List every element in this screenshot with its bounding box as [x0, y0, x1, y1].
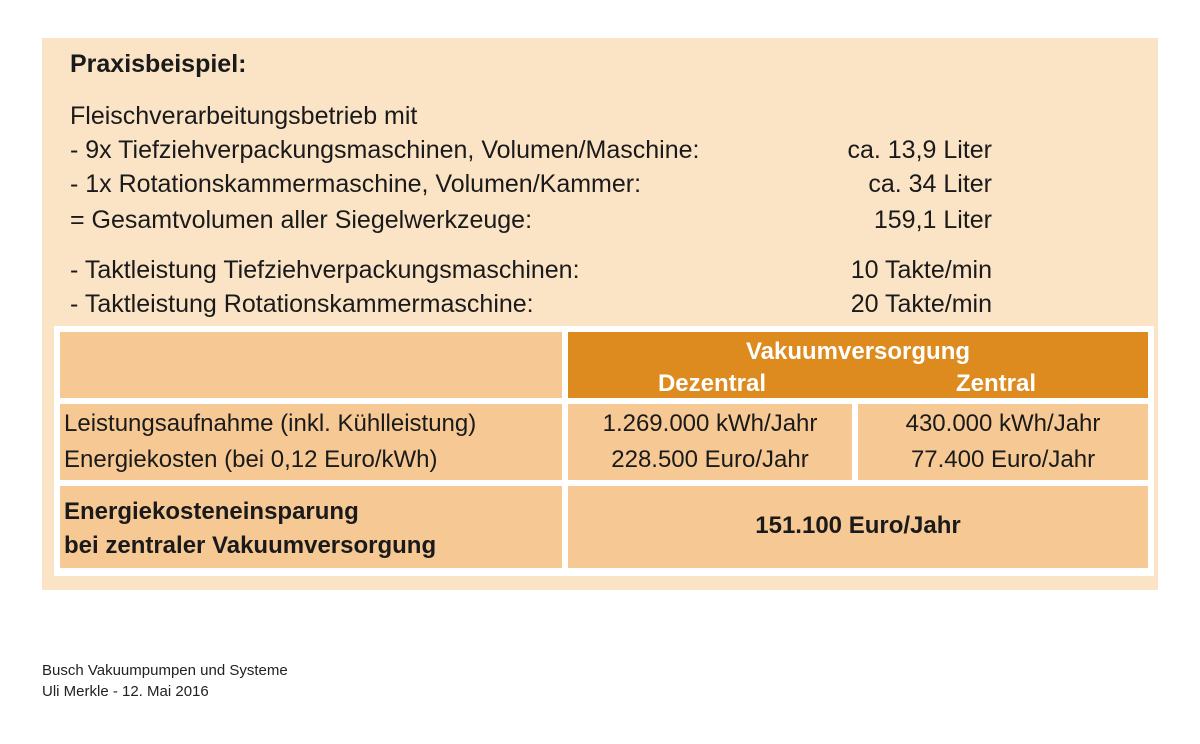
footer [42, 660, 288, 702]
table-header [568, 332, 1148, 398]
example-panel [42, 38, 1158, 590]
header-dezentral: Dezentral [657, 370, 767, 397]
zentral-value: 77.400 Euro/Jahr [910, 446, 1096, 473]
spec-value: 159,1 Liter [873, 206, 992, 234]
spec-value: 10 Takte/min [850, 256, 992, 284]
spec-value: ca. 34 Liter [868, 170, 992, 198]
footer-company: Busch Vakuumpumpen und Systeme [42, 662, 288, 679]
savings-value: 151.100 Euro/Jahr [755, 512, 961, 539]
energy-cost-table [54, 326, 1154, 576]
spec-label: - 9x Tiefziehverpackungsmaschinen, Volumen/Maschine: [70, 136, 700, 164]
spec-label: - 1x Rotationskammermaschine, Volumen/Kammer: [70, 170, 642, 198]
dezentral-value: 1.269.000 kWh/Jahr [602, 410, 818, 437]
spec-row [70, 136, 992, 168]
savings-value-cell [568, 486, 1148, 568]
panel-title: Praxisbeispiel: [70, 50, 247, 78]
header-zentral: Zentral [955, 370, 1036, 397]
zentral-value: 430.000 kWh/Jahr [905, 410, 1101, 437]
row-label: Leistungsaufnahme (inkl. Kühlleistung) [64, 410, 477, 437]
spec-label: - Taktleistung Rotationskammermaschine: [70, 290, 534, 318]
spec-row [70, 206, 992, 238]
spec-row [70, 256, 992, 288]
spec-label: = Gesamtvolumen aller Siegelwerkzeuge: [70, 206, 533, 234]
dezentral-value: 228.500 Euro/Jahr [611, 446, 809, 473]
spec-value: ca. 13,9 Liter [847, 136, 992, 164]
spec-row [70, 170, 992, 202]
zentral-values-cell [858, 404, 1148, 480]
dezentral-values-cell [568, 404, 852, 480]
savings-label-cell [60, 486, 562, 568]
savings-label: bei zentraler Vakuumversorgung [64, 532, 437, 559]
intro-text: Fleischverarbeitungsbetrieb mit [70, 102, 418, 130]
row-label: Energiekosten (bei 0,12 Euro/kWh) [64, 446, 438, 473]
spec-value: 20 Takte/min [850, 290, 992, 318]
savings-label: Energiekosteneinsparung [64, 498, 359, 525]
header-title: Vakuumversorgung [745, 338, 971, 365]
spec-row [70, 290, 992, 322]
footer-author-date: Uli Merkle - 12. Mai 2016 [42, 683, 209, 700]
table-corner-cell [60, 332, 562, 398]
spec-label: - Taktleistung Tiefziehverpackungsmaschinen: [70, 256, 580, 284]
row-labels-cell [60, 404, 562, 480]
